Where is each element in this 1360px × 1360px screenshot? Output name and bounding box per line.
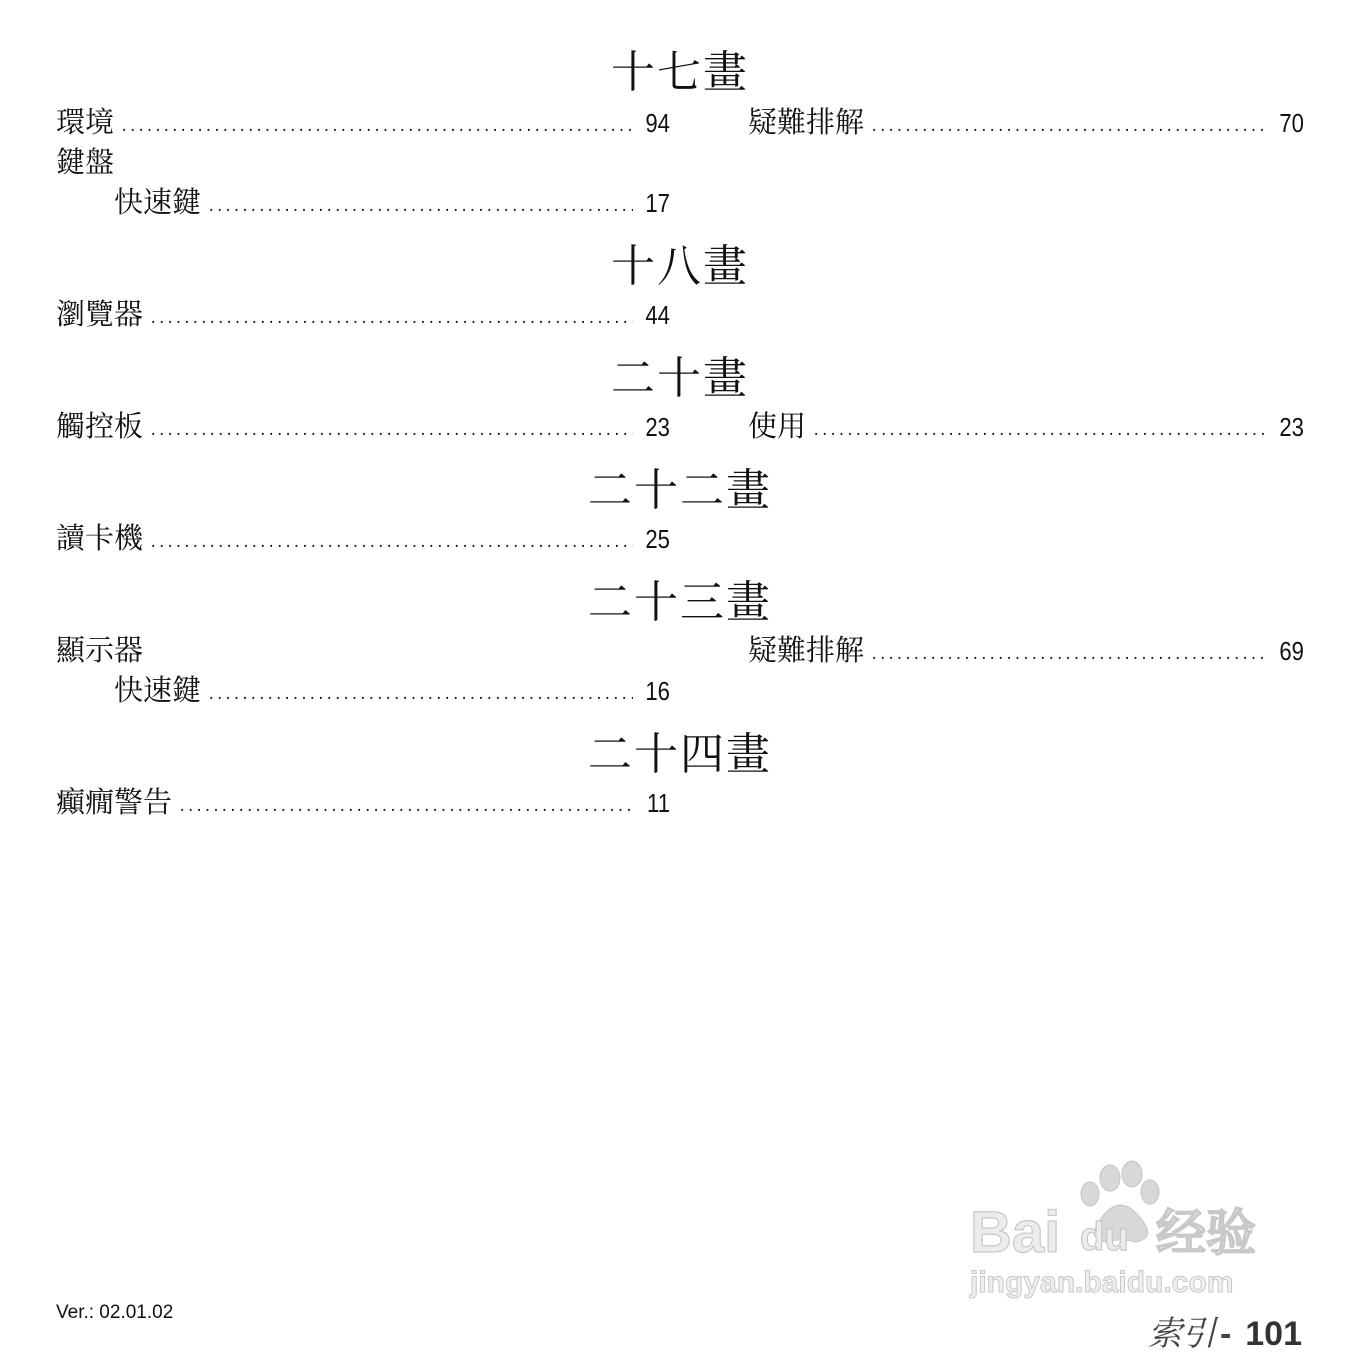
leader-dots <box>207 197 633 223</box>
index-page-number: 11 <box>647 788 670 818</box>
index-page-number: 69 <box>1279 636 1304 666</box>
section-heading: 十七畫 <box>611 47 749 98</box>
page-footer <box>1148 1306 1302 1355</box>
svg-text:经验: 经验 <box>1156 1205 1256 1261</box>
index-entry <box>56 102 670 143</box>
index-term: 鍵盤 <box>56 145 115 179</box>
index-page-number: 17 <box>645 188 670 218</box>
section-label: 索引 <box>1147 1315 1216 1353</box>
leader-dots <box>149 533 633 559</box>
index-entry <box>56 782 670 823</box>
index-entry <box>748 102 1304 143</box>
leader-dots <box>149 421 633 447</box>
index-term: 疑難排解 <box>748 633 865 667</box>
index-page-number: 70 <box>1279 108 1304 138</box>
section-heading: 二十畫 <box>611 353 749 404</box>
section-heading: 二十四畫 <box>588 729 772 780</box>
index-page-number: 94 <box>645 108 670 138</box>
index-entry <box>748 630 1304 671</box>
index-entry <box>56 406 670 447</box>
index-page-number: 16 <box>645 676 670 706</box>
index-term: 疑難排解 <box>748 105 865 139</box>
index-entry <box>56 518 670 559</box>
index-term: 顯示器 <box>56 633 144 667</box>
svg-text:du: du <box>1080 1215 1129 1259</box>
leader-dots <box>812 421 1267 447</box>
index-term: 癲癇警告 <box>56 785 173 819</box>
index-page-number: 44 <box>645 300 670 330</box>
section-heading: 十八畫 <box>611 241 749 292</box>
page-number: 101 <box>1245 1315 1302 1353</box>
index-subentry <box>114 182 670 223</box>
index-page-number: 23 <box>645 412 670 442</box>
svg-text:Bai: Bai <box>970 1200 1061 1265</box>
index-entry <box>748 406 1304 447</box>
index-term: 使用 <box>748 409 807 443</box>
index-page-number: 25 <box>645 524 670 554</box>
index-term: 快速鍵 <box>114 673 202 707</box>
paw-logo-icon <box>960 1160 1290 1310</box>
version-label: Ver.: 02.01.02 <box>56 1302 174 1323</box>
index-page-number: 23 <box>1279 412 1304 442</box>
index-term: 環境 <box>56 105 115 139</box>
index-term: 快速鍵 <box>114 185 202 219</box>
index-subentry <box>114 670 670 711</box>
leader-dots <box>149 309 633 335</box>
index-term: 讀卡機 <box>56 521 144 555</box>
leader-dots <box>120 117 633 143</box>
index-term: 觸控板 <box>56 409 144 443</box>
leader-dots <box>870 117 1267 143</box>
section-heading: 二十三畫 <box>588 577 772 628</box>
leader-dots <box>870 645 1267 671</box>
index-entry <box>56 294 670 335</box>
footer-separator: - <box>1219 1315 1232 1353</box>
baidu-watermark-logo <box>960 1160 1290 1310</box>
section-heading: 二十二畫 <box>588 465 772 516</box>
svg-text:jingyan.baidu.com: jingyan.baidu.com <box>970 1266 1234 1299</box>
index-term: 瀏覽器 <box>56 297 144 331</box>
leader-dots <box>178 797 635 823</box>
leader-dots <box>207 685 633 711</box>
